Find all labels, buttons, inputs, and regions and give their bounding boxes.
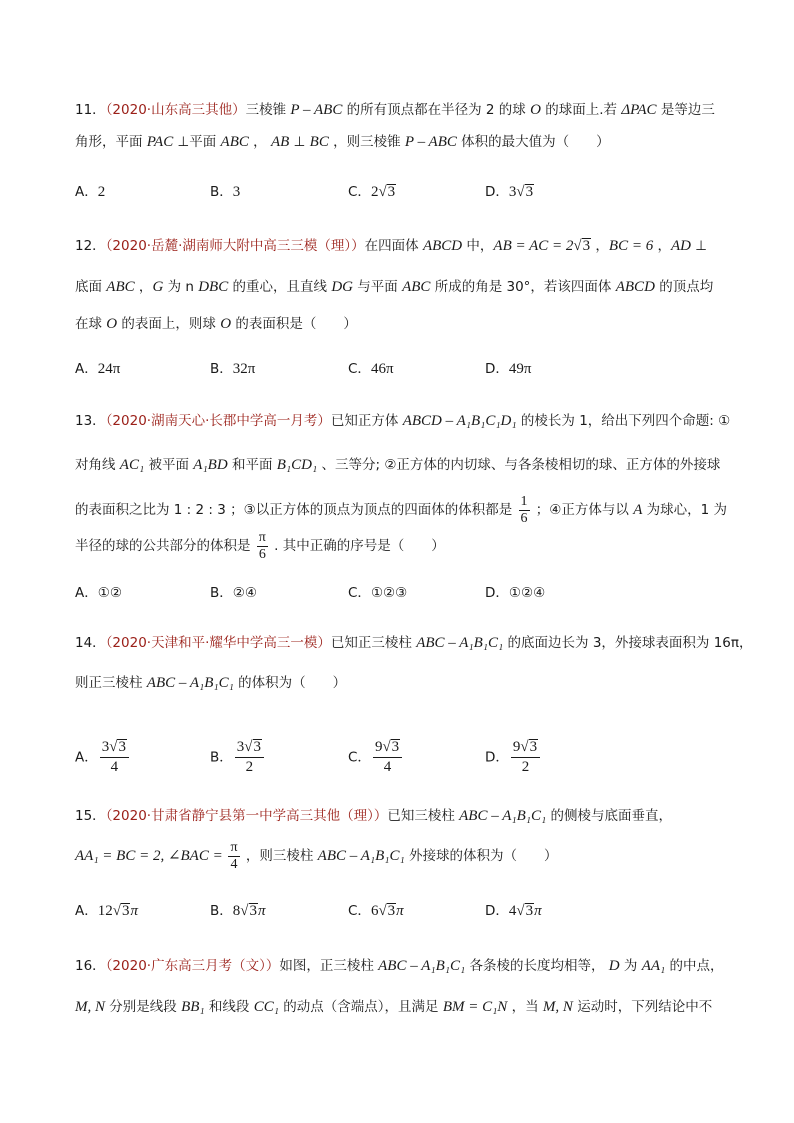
q13-line4: 半径的球的公共部分的体积是 $\frac{\pi}{6}$ . 其中正确的序号是（ ）: [75, 529, 445, 562]
q14-line1: 14．（2020·天津和平·耀华中学高三一模）已知正三棱柱 ABC – A₁B₁C₁ 的底面边长为 3，外接球表面积为 16π，: [75, 635, 753, 651]
q13-source: （2020·湖南天心·长郡中学高一月考）: [105, 413, 331, 429]
q15-line1: 15．（2020·甘肃省静宁县第一中学高三其他（理））已知三棱柱 ABC – A₁B₁C₁ 的侧棱与底面垂直，: [75, 808, 672, 824]
q12-option-c[interactable]: C．46π: [348, 361, 394, 377]
q13-option-d[interactable]: D．①②④: [485, 585, 546, 601]
q16-line2: M, N 分别是线段 BB₁ 和线段 CC₁ 的动点（含端点），且满足 BM = C₁N ，当 M, N 运动时，下列结论中不: [75, 999, 713, 1015]
q14-option-a[interactable]: A． $\frac{3√3}{4}$: [75, 738, 131, 777]
q14-source: （2020·天津和平·耀华中学高三一模）: [105, 635, 331, 651]
q11-source: （2020·山东高三其他）: [105, 102, 246, 118]
q11-option-c[interactable]: C．2√3: [348, 184, 396, 200]
q11-option-a[interactable]: A．2: [75, 184, 106, 200]
q14-option-d[interactable]: D． $\frac{9√3}{2}$: [485, 738, 542, 777]
q11-option-d[interactable]: D．3√3: [485, 184, 534, 200]
q13-option-a[interactable]: A．①②: [75, 585, 122, 601]
q14-option-c[interactable]: C． $\frac{9√3}{4}$: [348, 738, 404, 777]
q14-option-b[interactable]: B． $\frac{3√3}{2}$: [210, 738, 266, 777]
q15-option-c[interactable]: C．6√3π: [348, 903, 404, 919]
q13-option-b[interactable]: B．②④: [210, 585, 257, 601]
q15-source: （2020·甘肃省静宁县第一中学高三其他（理））: [105, 808, 388, 824]
q13-line1: 13．（2020·湖南天心·长郡中学高一月考）已知正方体 ABCD – A₁B₁C₁D₁ 的棱长为 1，给出下列四个命题: ①: [75, 413, 731, 429]
q16-line1: 16．（2020·广东高三月考（文））如图，正三棱柱 ABC – A₁B₁C₁ 各条棱的长度均相等， D 为 AA₁ 的中点，: [75, 958, 724, 974]
fraction-pi-sixth: $\frac{\pi}{6}$: [258, 529, 266, 562]
q11-option-b[interactable]: B．3: [210, 184, 241, 200]
q15-option-a[interactable]: A．12√3π: [75, 903, 138, 919]
q13-line2: 对角线 AC₁ 被平面 A₁BD 和平面 B₁CD₁ 、三等分; ②正方体的内切球、与各条棱相切的球、正方体的外接球: [75, 457, 721, 473]
q12-option-d[interactable]: D．49π: [485, 361, 532, 377]
q12-option-b[interactable]: B．32π: [210, 361, 256, 377]
q11-line1: 11．（2020·山东高三其他）三棱锥 P – ABC 的所有顶点都在半径为 2 的球 O 的球面上.若 ΔPAC 是等边三: [75, 102, 715, 118]
fraction-one-sixth: $\frac{1}{6}$: [520, 493, 528, 526]
q13-line3: 的表面积之比为 1 : 2 : 3 ；③以正方体的顶点为顶点的四面体的体积都是 $\frac{1}{6}$ ；④正方体与以 A 为球心，1 为: [75, 493, 728, 526]
q15-option-d[interactable]: D．4√3π: [485, 903, 542, 919]
q14-line2: 则正三棱柱 ABC – A₁B₁C₁ 的体积为（ ）: [75, 675, 347, 691]
q13-option-c[interactable]: C．①②③: [348, 585, 408, 601]
q12-line2: 底面 ABC ，G 为 n DBC 的重心，且直线 DG 与平面 ABC 所成的角是 30°，若该四面体 ABCD 的顶点均: [75, 279, 714, 295]
q12-line1: 12．（2020·岳麓·湖南师大附中高三三模（理））在四面体 ABCD 中，AB = AC = 2√3 ，BC = 6 ，AD ⊥: [75, 238, 708, 254]
q11-line2: 角形，平面 PAC ⊥平面 ABC ， AB ⊥ BC ，则三棱锥 P – ABC 体积的最大值为（ ）: [75, 134, 610, 150]
q12-line3: 在球 O 的表面上，则球 O 的表面积是（ ）: [75, 316, 357, 332]
q15-option-b[interactable]: B．8√3π: [210, 903, 266, 919]
q12-option-a[interactable]: A．24π: [75, 361, 121, 377]
q12-source: （2020·岳麓·湖南师大附中高三三模（理））: [105, 238, 365, 254]
q16-source: （2020·广东高三月考（文））: [105, 958, 280, 974]
q15-line2: AA₁ = BC = 2, ∠BAC = $\frac{\pi}{4}$ ，则三棱柱 ABC – A₁B₁C₁ 外接球的体积为（ ）: [75, 839, 558, 872]
fraction-pi-quarter: $\frac{\pi}{4}$: [230, 839, 238, 872]
